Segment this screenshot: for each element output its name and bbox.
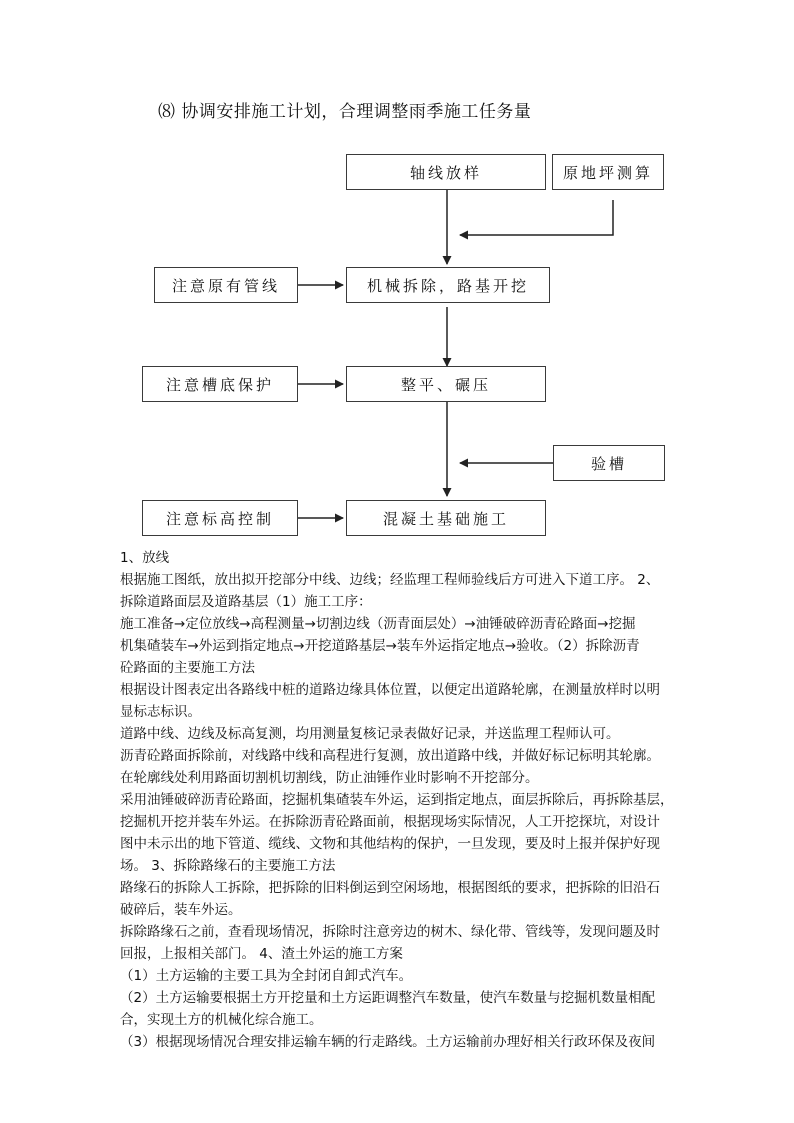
flow-box-ground-survey: 原地坪测算 <box>552 154 664 190</box>
paragraph-line: 显标志标识。 <box>120 704 201 720</box>
paragraph-line: （3）根据现场情况合理安排运输车辆的行走路线。土方运输前办理好相关行政环保及夜间 <box>120 1034 656 1050</box>
paragraph-line: 施工准备→定位放线→高程测量→切割边线（沥青面层处）→油锤破碎沥青砼路面→挖掘 <box>120 616 636 632</box>
paragraph-line: 根据施工图纸，放出拟开挖部分中线、边线；经监理工程师验线后方可进入下道工序。 2、 <box>120 572 660 588</box>
paragraph-line: 根据设计图表定出各路线中桩的道路边缘具体位置，以便定出道路轮廓，在测量放样时以明 <box>120 682 660 698</box>
paragraph-line: 沥青砼路面拆除前，对线路中线和高程进行复测，放出道路中线，并做好标记标明其轮廓。 <box>120 748 660 764</box>
flow-box-inspect-groove: 验槽 <box>553 445 665 481</box>
paragraph-line: （2）土方运输要根据土方开挖量和土方运距调整汽车数量，使汽车数量与挖掘机数量相配 <box>120 990 656 1006</box>
paragraph-line: 在轮廓线处利用路面切割机切割线，防止油锤作业时影响不开挖部分。 <box>120 770 539 786</box>
paragraph-line: 路缘石的拆除人工拆除，把拆除的旧料倒运到空闲场地，根据图纸的要求，把拆除的旧沿石 <box>120 880 660 896</box>
paragraph-line: 回报，上报相关部门。 4、渣土外运的施工方案 <box>120 946 403 962</box>
flow-box-concrete-foundation: 混凝土基础施工 <box>346 500 546 536</box>
flow-box-elevation-control: 注意标高控制 <box>142 500 298 536</box>
line-survey-merge <box>460 200 613 235</box>
flow-box-level-compact: 整平、碾压 <box>346 366 546 402</box>
paragraph-line: 机集碴装车→外运到指定地点→开挖道路基层→装车外运指定地点→验收。（2）拆除沥青 <box>120 638 640 654</box>
flow-box-demolish-excavate: 机械拆除，路基开挖 <box>346 267 550 303</box>
paragraph-line: 采用油锤破碎沥青砼路面，挖掘机集碴装车外运，运到指定地点，面层拆除后，再拆除基层， <box>120 792 674 808</box>
body-text <box>120 547 680 1053</box>
paragraph-line: 砼路面的主要施工方法 <box>120 660 255 676</box>
paragraph-line: 破碎后，装车外运。 <box>120 902 242 918</box>
paragraph-line: 挖掘机开挖并装车外运。在拆除沥青砼路面前，根据现场实际情况，人工开挖探坑，对设计 <box>120 814 660 830</box>
flow-box-axis-layout: 轴线放样 <box>346 154 546 190</box>
flow-box-existing-pipes: 注意原有管线 <box>154 267 298 303</box>
paragraph-line: 拆除路缘石之前，查看现场情况，拆除时注意旁边的树木、绿化带、管线等，发现问题及时 <box>120 924 660 940</box>
paragraph-line: 图中未示出的地下管道、缆线、文物和其他结构的保护，一旦发现，要及时上报并保护好现 <box>120 836 660 852</box>
section-heading: ⑻ 协调安排施工计划，合理调整雨季施工任务量 <box>158 102 532 122</box>
paragraph-line: 场。 3、拆除路缘石的主要施工方法 <box>120 858 336 874</box>
paragraph-line: 拆除道路面层及道路基层（1）施工工序： <box>120 594 372 610</box>
paragraph-line: 合，实现土方的机械化综合施工。 <box>120 1012 323 1028</box>
paragraph-line: （1）土方运输的主要工具为全封闭自卸式汽车。 <box>120 968 413 984</box>
paragraph-line: 道路中线、边线及标高复测，均用测量复核记录表做好记录，并送监理工程师认可。 <box>120 726 620 742</box>
flow-box-groove-protect: 注意槽底保护 <box>142 366 298 402</box>
paragraph-line: 1、放线 <box>120 550 170 566</box>
